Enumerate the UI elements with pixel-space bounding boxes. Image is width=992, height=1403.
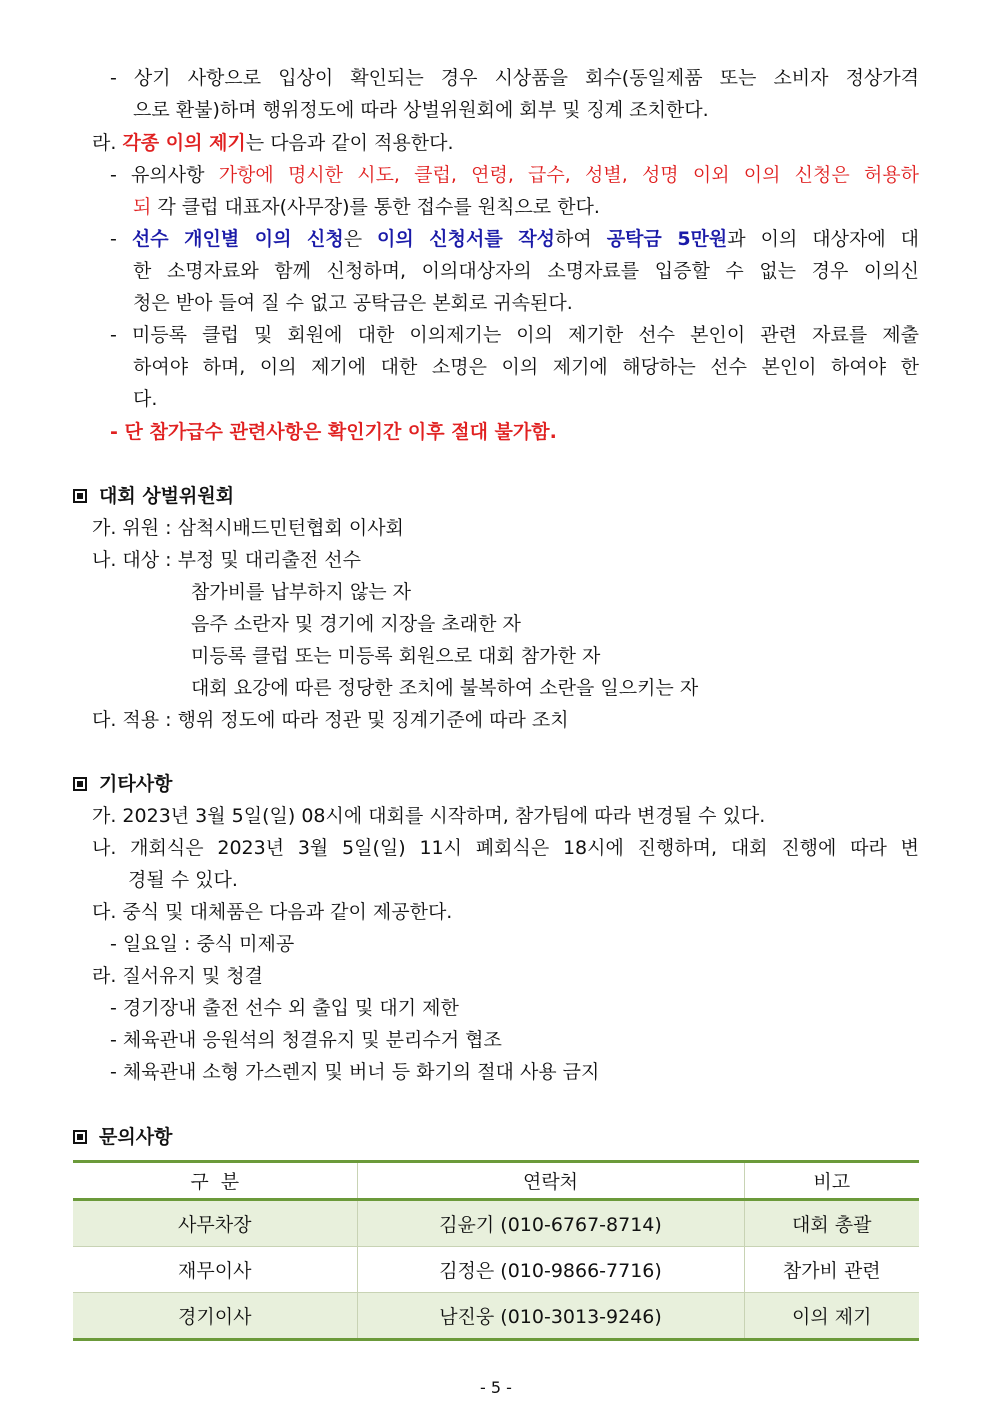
appeal-text-2: 하여 — [555, 228, 607, 250]
cell-role: 재무이사 — [73, 1247, 357, 1293]
section-title-misc — [73, 769, 172, 799]
appeal-text-3: 과 이의 대상자에 대 — [727, 228, 920, 250]
contact-table — [73, 1160, 919, 1341]
appeal-bold-2: 이의 신청서를 작성 — [377, 228, 555, 250]
square-bullet-icon — [73, 1130, 87, 1144]
table-row — [73, 1247, 919, 1293]
grade-warning: - 단 참가급수 관련사항은 확인기간 이후 절대 불가함. — [110, 421, 557, 443]
cell-contact: 김정은 (010-9866-7716) — [357, 1247, 744, 1293]
contact-title-text: 문의사항 — [99, 1126, 173, 1148]
appeal-line-3: 청은 받아 들여 질 수 없고 공탁금은 본회로 귀속된다. — [133, 292, 573, 314]
misc-title-text: 기타사항 — [99, 773, 173, 795]
ra-rest: 는 다음과 같이 적용한다. — [245, 132, 454, 154]
section-title-contact — [73, 1122, 172, 1152]
header-contact: 연락처 — [357, 1162, 744, 1200]
square-bullet-icon — [73, 489, 87, 503]
notice-line-1 — [110, 160, 919, 190]
cell-note: 대회 총괄 — [744, 1200, 919, 1247]
notice-red-text-2: 되 — [133, 196, 152, 218]
misc-order-item: - 체육관내 소형 가스렌지 및 버너 등 화기의 절대 사용 금지 — [110, 1061, 600, 1083]
misc-ceremony-line-1: 나. 개회식은 2023년 3월 5일(일) 11시 폐회식은 18시에 진행하며, 대회 진행에 따라 변 — [92, 837, 919, 859]
cell-contact: 남진웅 (010-3013-9246) — [357, 1293, 744, 1340]
section-title-committee — [73, 481, 234, 511]
header-category: 구 분 — [73, 1162, 357, 1200]
misc-ceremony-line-2: 경될 수 있다. — [128, 869, 238, 891]
misc-order-item: - 체육관내 응원석의 청결유지 및 분리수거 협조 — [110, 1029, 502, 1051]
appeal-line-2: 한 소명자료와 함께 신청하며, 이의대상자의 소명자료를 입증할 수 없는 경우 이의신 — [133, 260, 919, 282]
misc-start-time: 가. 2023년 3월 5일(일) 08시에 대회를 시작하며, 참가팀에 따라 변경될 수 있다. — [92, 805, 766, 827]
committee-target: 나. 대상 : 부정 및 대리출전 선수 — [92, 549, 361, 571]
dash: - — [110, 228, 132, 250]
ra-emphasis: 각종 이의 제기 — [122, 132, 246, 154]
committee-title-text: 대회 상벌위원회 — [99, 485, 235, 507]
table-row — [73, 1200, 919, 1247]
header-note: 비고 — [744, 1162, 919, 1200]
committee-target-item: 대회 요강에 따른 정당한 조치에 불복하여 소란을 일으키는 자 — [191, 677, 699, 699]
page-number: - 5 - — [480, 1378, 512, 1397]
notice-rest: 각 클럽 대표자(사무장)를 통한 접수를 원칙으로 한다. — [151, 196, 600, 218]
square-bullet-icon — [73, 777, 87, 791]
appeal-bold-3: 공탁금 5만원 — [606, 228, 728, 250]
cell-note: 참가비 관련 — [744, 1247, 919, 1293]
committee-target-item: 음주 소란자 및 경기에 지장을 초래한 자 — [191, 613, 521, 635]
misc-order-item: - 경기장내 출전 선수 외 출입 및 대기 제한 — [110, 997, 459, 1019]
cell-note: 이의 제기 — [744, 1293, 919, 1340]
appeal-text-1: 은 — [343, 228, 378, 250]
unreg-line-3: 다. — [133, 388, 158, 410]
ra-heading — [92, 128, 454, 158]
notice-label: - 유의사항 — [110, 164, 219, 186]
committee-members: 가. 위원 : 삼척시배드민턴협회 이사회 — [92, 517, 404, 539]
cell-role: 사무차장 — [73, 1200, 357, 1247]
appeal-line-1 — [110, 224, 919, 254]
ra-prefix: 라. — [92, 132, 123, 154]
notice-red-text: 가항에 명시한 시도, 클럽, 연령, 급수, 성별, 성명 이외 이의 신청은 허용하 — [218, 164, 920, 186]
cell-contact: 김윤기 (010-6767-8714) — [357, 1200, 744, 1247]
misc-order: 라. 질서유지 및 청결 — [92, 965, 263, 987]
table-row — [73, 1293, 919, 1340]
appeal-bold-1: 선수 개인별 이의 신청 — [131, 228, 344, 250]
committee-target-item: 미등록 클럽 또는 미등록 회원으로 대회 참가한 자 — [191, 645, 601, 667]
misc-lunch-item: - 일요일 : 중식 미제공 — [110, 933, 295, 955]
notice-line-2 — [133, 192, 600, 222]
unreg-line-1: - 미등록 클럽 및 회원에 대한 이의제기는 이의 제기한 선수 본인이 관련 자료를 제출 — [110, 324, 919, 346]
committee-application: 다. 적용 : 행위 정도에 따라 정관 및 징계기준에 따라 조치 — [92, 709, 569, 731]
s1-line-1: - 상기 사항으로 입상이 확인되는 경우 시상품을 회수(동일제품 또는 소비자 정상가격 — [110, 67, 919, 89]
committee-target-item: 참가비를 납부하지 않는 자 — [191, 581, 412, 603]
cell-role: 경기이사 — [73, 1293, 357, 1340]
table-header-row — [73, 1162, 919, 1200]
s1-line-2: 으로 환불)하며 행위정도에 따라 상벌위원회에 회부 및 징계 조치한다. — [133, 99, 709, 121]
unreg-line-2: 하여야 하며, 이의 제기에 대한 소명은 이의 제기에 해당하는 선수 본인이 하여야 한 — [133, 356, 919, 378]
misc-lunch: 다. 중식 및 대체품은 다음과 같이 제공한다. — [92, 901, 453, 923]
